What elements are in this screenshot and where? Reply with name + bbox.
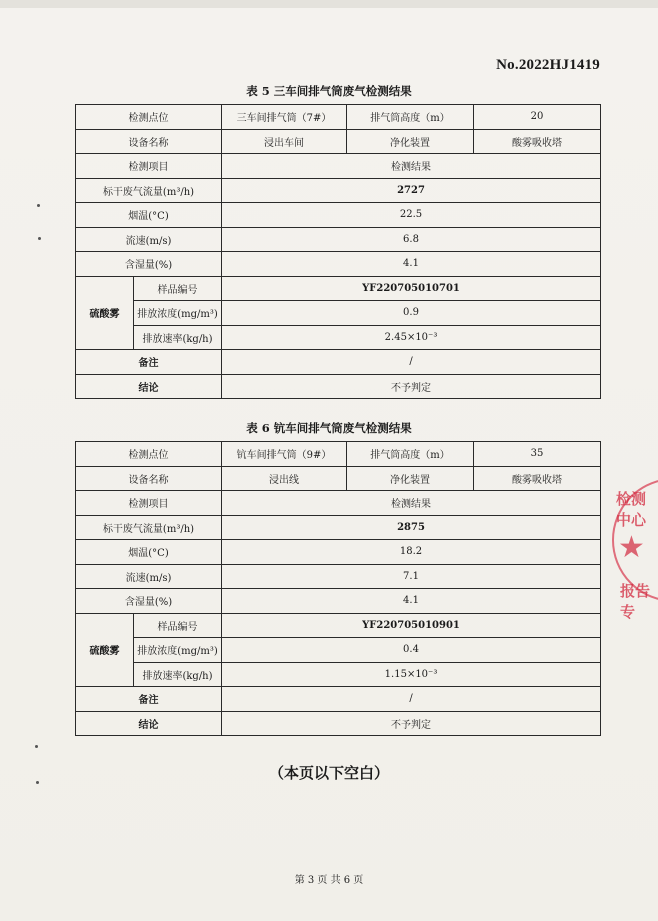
temp-value: 18.2 — [222, 540, 601, 565]
item-label: 检测项目 — [76, 154, 222, 179]
table-row — [76, 711, 601, 736]
device-value: 浸出车间 — [222, 129, 347, 154]
table-row — [76, 178, 601, 203]
table-row — [76, 638, 601, 663]
purify-label: 净化装置 — [347, 129, 474, 154]
stamp-star-icon: ★ — [618, 530, 645, 565]
location-label: 检测点位 — [76, 442, 222, 467]
rate-label: 排放速率(kg/h) — [134, 325, 222, 350]
item-label: 检测项目 — [76, 491, 222, 516]
conclusion-label: 结论 — [76, 711, 222, 736]
scan-speck — [36, 781, 39, 784]
table-row — [76, 662, 601, 687]
conclusion-value: 不予判定 — [222, 374, 601, 399]
acid-label: 硫酸雾 — [76, 276, 134, 350]
table-row — [76, 687, 601, 712]
conc-label: 排放浓度(mg/m³) — [134, 301, 222, 326]
table-row — [76, 564, 601, 589]
temp-label: 烟温(°C) — [76, 203, 222, 228]
scan-speck — [37, 204, 40, 207]
table-row — [76, 515, 601, 540]
remark-label: 备注 — [76, 687, 222, 712]
height-value: 20 — [474, 105, 601, 130]
temp-value: 22.5 — [222, 203, 601, 228]
rate-value: 2.45×10⁻³ — [222, 325, 601, 350]
table-row — [76, 442, 601, 467]
height-label: 排气筒高度（m） — [347, 442, 474, 467]
table-row — [76, 491, 601, 516]
table5-title: 表 5 三车间排气筒废气检测结果 — [246, 84, 412, 98]
conc-value: 0.9 — [222, 301, 601, 326]
conclusion-value: 不予判定 — [222, 711, 601, 736]
purify-label: 净化装置 — [347, 466, 474, 491]
moisture-value: 4.1 — [222, 252, 601, 277]
remark-value: / — [222, 687, 601, 712]
moisture-value: 4.1 — [222, 589, 601, 614]
result-label: 检测结果 — [222, 154, 601, 179]
stamp-text-top: 检测中心 — [616, 490, 647, 529]
table-row — [76, 325, 601, 350]
table-row — [76, 613, 601, 638]
table-row — [76, 154, 601, 179]
height-value: 35 — [474, 442, 601, 467]
moisture-label: 含湿量(%) — [76, 252, 222, 277]
table-row — [76, 466, 601, 491]
table-row — [76, 252, 601, 277]
table6-title: 表 6 钪车间排气筒废气检测结果 — [246, 421, 412, 435]
speed-value: 6.8 — [222, 227, 601, 252]
blank-below-note: （本页以下空白） — [268, 764, 389, 782]
page-footer: 第 3 页 共 6 页 — [294, 875, 364, 886]
remark-label: 备注 — [76, 350, 222, 375]
sample-value: YF220705010901 — [222, 613, 601, 638]
sample-label: 样品编号 — [134, 276, 222, 301]
device-label: 设备名称 — [76, 129, 222, 154]
flow-value: 2727 — [222, 178, 601, 203]
scan-edge — [0, 0, 658, 8]
conclusion-label: 结论 — [76, 374, 222, 399]
temp-label: 烟温(°C) — [76, 540, 222, 565]
report-number: No.2022HJ1419 — [496, 57, 600, 73]
purify-value: 酸雾吸收塔 — [474, 466, 601, 491]
scan-speck — [38, 237, 41, 240]
table-row — [76, 105, 601, 130]
table-row — [76, 276, 601, 301]
table5 — [75, 104, 601, 399]
stamp-text-bottom: 报告专 — [620, 582, 651, 621]
sample-label: 样品编号 — [134, 613, 222, 638]
sample-value: YF220705010701 — [222, 276, 601, 301]
rate-label: 排放速率(kg/h) — [134, 662, 222, 687]
speed-label: 流速(m/s) — [76, 564, 222, 589]
result-label: 检测结果 — [222, 491, 601, 516]
table-row — [76, 374, 601, 399]
table-row — [76, 227, 601, 252]
scan-speck — [35, 745, 38, 748]
table-row — [76, 589, 601, 614]
moisture-label: 含湿量(%) — [76, 589, 222, 614]
conc-label: 排放浓度(mg/m³) — [134, 638, 222, 663]
remark-value: / — [222, 350, 601, 375]
height-label: 排气筒高度（m） — [347, 105, 474, 130]
device-label: 设备名称 — [76, 466, 222, 491]
table-row — [76, 203, 601, 228]
acid-label: 硫酸雾 — [76, 613, 134, 687]
flow-label: 标干废气流量(m³/h) — [76, 515, 222, 540]
purify-value: 酸雾吸收塔 — [474, 129, 601, 154]
speed-label: 流速(m/s) — [76, 227, 222, 252]
table6 — [75, 441, 601, 736]
location-value: 三车间排气筒（7#） — [222, 105, 347, 130]
conc-value: 0.4 — [222, 638, 601, 663]
table-row — [76, 301, 601, 326]
flow-value: 2875 — [222, 515, 601, 540]
device-value: 浸出线 — [222, 466, 347, 491]
flow-label: 标干废气流量(m³/h) — [76, 178, 222, 203]
table-row — [76, 540, 601, 565]
speed-value: 7.1 — [222, 564, 601, 589]
table-row — [76, 129, 601, 154]
rate-value: 1.15×10⁻³ — [222, 662, 601, 687]
location-value: 钪车间排气筒（9#） — [222, 442, 347, 467]
table-row — [76, 350, 601, 375]
location-label: 检测点位 — [76, 105, 222, 130]
